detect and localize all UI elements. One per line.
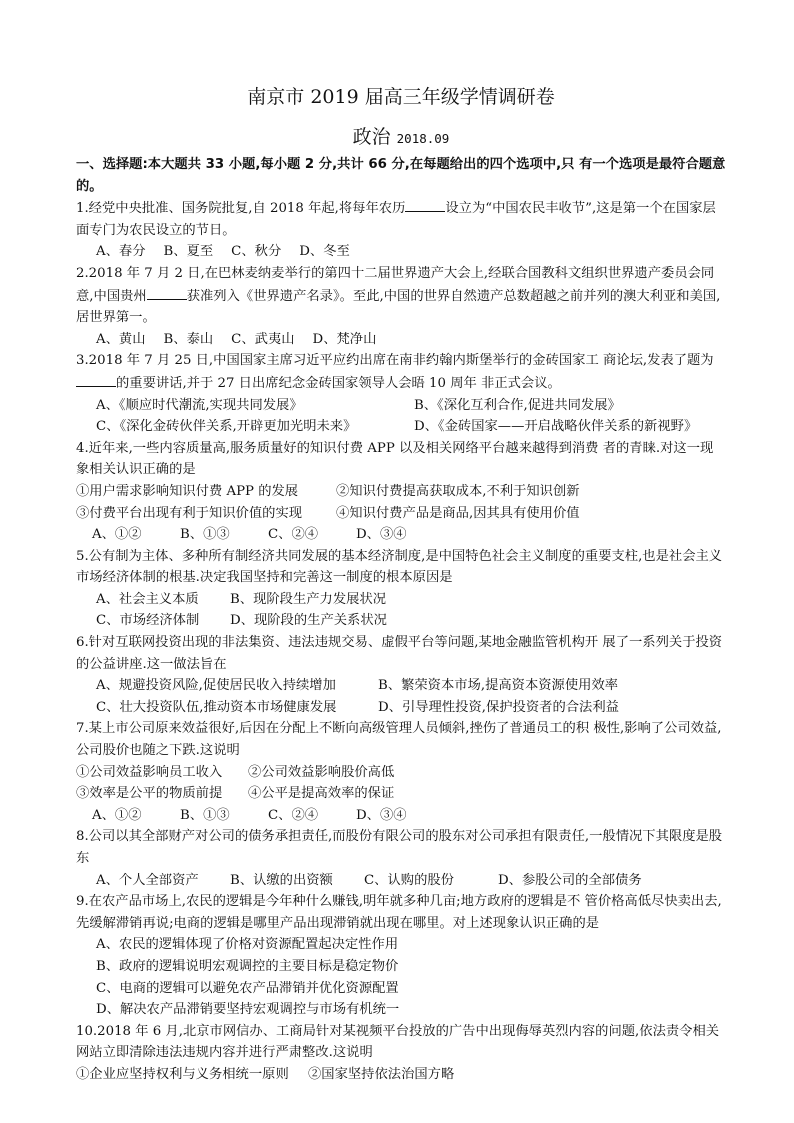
answer-blank bbox=[76, 372, 116, 387]
option: B、繁荣资本市场,提高资本资源使用效率 bbox=[378, 678, 619, 694]
option: B、认缴的出资额 bbox=[230, 872, 333, 888]
question-7-statements-row-2 bbox=[76, 783, 726, 805]
option: D、现阶段的生产关系状况 bbox=[230, 613, 387, 629]
question-5-options-row-1 bbox=[76, 589, 726, 611]
option: B、现阶段生产力发展状况 bbox=[230, 591, 387, 607]
question-2-stem: 2.2018 年 7 月 2 日,在巴林麦纳麦举行的第四十二届世界遗产大会上,经联合国教科文组织世界遗产委员会同意,中国贵州 获准列入《世界遗产名录》。至此,中国的世界自然遗产总数超越之前并列的澳大利亚和美国,居世界第一。 bbox=[76, 265, 721, 326]
statement: ①企业应坚持权利与义务相统一原则 bbox=[76, 1066, 289, 1082]
answer-blank bbox=[147, 285, 187, 300]
option: C、认购的股份 bbox=[364, 872, 454, 888]
statement: ③效率是公平的物质前提 bbox=[76, 786, 223, 802]
option: C、电商的逻辑可以避免农产品滞销并优化资源配置 bbox=[96, 980, 399, 996]
statement: ②公司效益影响股价高低 bbox=[248, 764, 395, 780]
option: D、参股公司的全部债务 bbox=[498, 872, 642, 888]
section-heading: 一、选择题:本大题共 33 小题,每小题 2 分,共计 66 分,在每题给出的四个选项中,只 有一个选项是最符合题意的。 bbox=[76, 157, 726, 194]
option: B、①③ bbox=[180, 527, 230, 543]
option: D、引导理性投资,保护投资者的合法利益 bbox=[378, 699, 619, 715]
question-10-stem: 10.2018 年 6 月,北京市网信办、工商局针对某视频平台投放的广告中出现侮辱英烈内容的问题,依法责令相关网站立即清除违法违规内容并进行严肃整改.这说明 bbox=[76, 1023, 720, 1061]
question-6-options-row-1 bbox=[76, 675, 726, 697]
question-4-statements-row-2 bbox=[76, 503, 726, 525]
question-4-statements-row-1 bbox=[76, 481, 726, 503]
question-5-options-row-2 bbox=[76, 610, 726, 632]
option: D、《金砖国家——开启战略伙伴关系的新视野》 bbox=[414, 419, 698, 435]
answer-blank bbox=[405, 197, 445, 212]
option: C、武夷山 bbox=[231, 331, 295, 347]
statement: ②知识付费提高获取成本,不利于知识创新 bbox=[336, 483, 580, 499]
option: C、《深化金砖伙伴关系,开辟更加光明未来》 bbox=[96, 419, 357, 435]
statement: ③付费平台出现有利于知识价值的实现 bbox=[76, 505, 303, 521]
question-6-options-row-2 bbox=[76, 697, 726, 719]
option: A、《顺应时代潮流,实现共同发展》 bbox=[96, 397, 303, 413]
question-1-stem: 1.经党中央批准、国务院批复,自 2018 年起,将每年农历 设立为“中国农民丰收节”,这是第一个在国家层面专门为农民设立的节日。 bbox=[76, 197, 726, 241]
question-3-stem: 3.2018 年 7 月 25 日,中国国家主席习近平应约出席在南非约翰内斯堡举行的金砖国家工 商论坛,发表了题为的重要讲话,并于 27 日出席纪念金砖国家领导人会晤 10 周年 非正式会议。 bbox=[76, 353, 714, 391]
exam-subtitle bbox=[76, 124, 726, 152]
option: A、社会主义本质 bbox=[96, 591, 199, 607]
option: C、②④ bbox=[268, 807, 319, 823]
statement: ④知识付费产品是商品,因其具有使用价值 bbox=[336, 505, 580, 521]
option: D、解决农产品滞销要坚持宏观调控与市场有机统一 bbox=[96, 1002, 400, 1018]
option: B、泰山 bbox=[163, 331, 214, 347]
statement: ①公司效益影响员工收入 bbox=[76, 764, 223, 780]
statement: ④公平是提高效率的保证 bbox=[248, 786, 395, 802]
question-4-options bbox=[76, 524, 726, 546]
option: D、冬至 bbox=[299, 244, 350, 260]
exam-date: 2018.09 bbox=[396, 131, 450, 146]
question-8-stem: 8.公司以其全部财产对公司的债务承担责任,而股份有限公司的股东对公司承担有限责任,一般情况下其限度是股东 bbox=[76, 829, 723, 866]
question-9-stem: 9.在农产品市场上,农民的逻辑是今年种什么赚钱,明年就多种几亩;地方政府的逻辑是不 管价格高低尽快卖出去,先缓解滞销再说;电商的逻辑是哪里产品出现滞销就出现在哪里。对上述现象认识正确的是 bbox=[76, 894, 722, 931]
option: A、规避投资风险,促使居民收入持续增加 bbox=[96, 678, 336, 694]
option: B、夏至 bbox=[163, 244, 214, 260]
statement: ①用户需求影响知识付费 APP 的发展 bbox=[76, 483, 299, 499]
question-6-stem: 6.针对互联网投资出现的非法集资、违法违规交易、虚假平台等问题,某地金融监管机构开 展了一系列关于投资的公益讲座.这一做法旨在 bbox=[76, 635, 723, 672]
option: C、秋分 bbox=[231, 244, 282, 260]
option: D、③④ bbox=[356, 527, 407, 543]
exam-title: 南京市 2019 届高三年级学情调研卷 bbox=[247, 86, 555, 108]
option: A、①② bbox=[92, 807, 142, 823]
question-10-statements-row-1 bbox=[76, 1064, 726, 1086]
option: C、②④ bbox=[268, 527, 319, 543]
question-7-statements-row-1 bbox=[76, 762, 726, 784]
subject-name: 政治 bbox=[352, 126, 391, 148]
question-5-stem: 5.公有制为主体、多种所有制经济共同发展的基本经济制度,是中国特色社会主义制度的重要支柱,也是社会主义市场经济体制的根基.决定我国坚持和完善这一制度的根本原因是 bbox=[76, 548, 723, 586]
option: A、农民的逻辑体现了价格对资源配置起决定性作用 bbox=[96, 937, 399, 953]
option: B、政府的逻辑说明宏观调控的主要目标是稳定物价 bbox=[96, 958, 399, 974]
question-2-options bbox=[76, 329, 726, 351]
option: A、个人全部资产 bbox=[96, 872, 199, 888]
option: A、黄山 bbox=[96, 331, 146, 347]
option: A、①② bbox=[92, 527, 142, 543]
question-7-options bbox=[76, 805, 726, 827]
statement: ②国家坚持依法治国方略 bbox=[308, 1066, 455, 1082]
option: B、①③ bbox=[180, 807, 230, 823]
option: C、壮大投资队伍,推动资本市场健康发展 bbox=[96, 699, 337, 715]
option: A、春分 bbox=[96, 244, 146, 260]
option: C、市场经济体制 bbox=[96, 613, 200, 629]
question-8-options bbox=[76, 870, 726, 892]
question-1-options bbox=[76, 241, 726, 263]
exam-paper bbox=[76, 84, 726, 1086]
question-7-stem: 7.某上市公司原来效益很好,后因在分配上不断向高级管理人员倾斜,挫伤了普通员工的积 极性,影响了公司效益,公司股价也随之下跌.这说明 bbox=[76, 721, 722, 759]
option: B、《深化互利合作,促进共同发展》 bbox=[414, 397, 621, 413]
question-3-options-row-1 bbox=[76, 395, 726, 417]
option: D、③④ bbox=[356, 807, 407, 823]
question-4-stem: 4.近年来,一些内容质量高,服务质量好的知识付费 APP 以及相关网络平台越来越得到消费 者的青睐.对这一现象相关认识正确的是 bbox=[76, 440, 714, 478]
question-3-options-row-2 bbox=[76, 416, 726, 438]
option: D、梵净山 bbox=[312, 331, 377, 347]
